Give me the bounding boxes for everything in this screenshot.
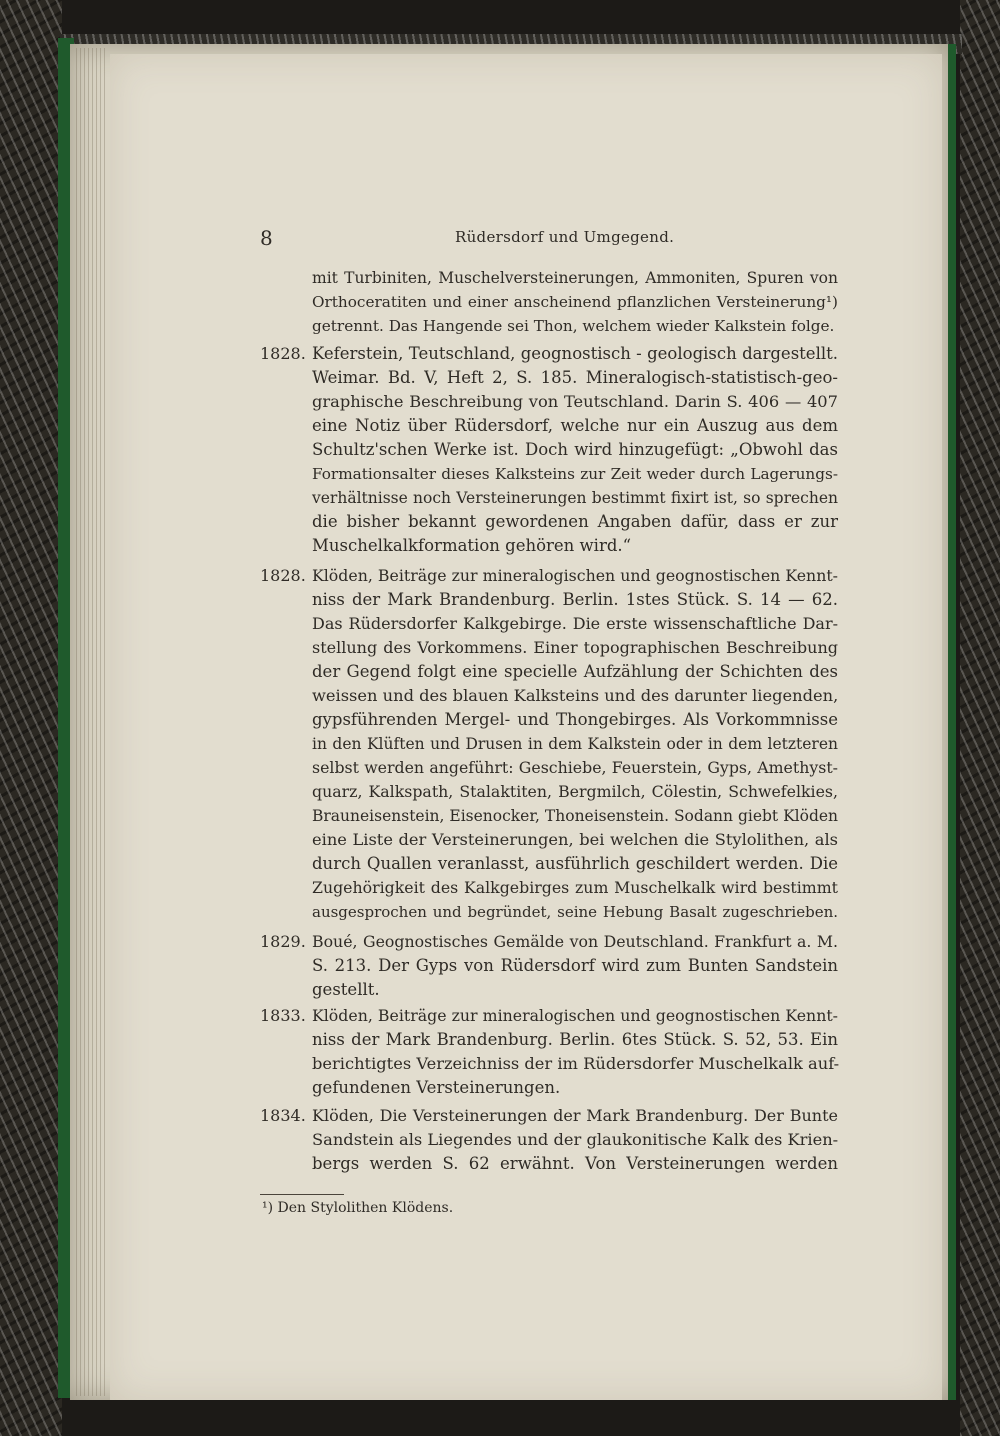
body-line: Das Rüdersdorfer Kalkgebirge. Die erste wissenschaftliche Dar- (312, 614, 838, 633)
marbled-cover-left (0, 0, 62, 1436)
body-line: durch Quallen veranlasst, ausführlich geschildert werden. Die (312, 854, 838, 873)
page-number: 8 (260, 226, 273, 250)
body-line: Zugehörigkeit des Kalkgebirges zum Muschelkalk wird bestimmt (312, 878, 838, 897)
body-line: eine Liste der Versteinerungen, bei welchen die Stylolithen, als (312, 830, 838, 849)
body-line: Keferstein, Teutschland, geognostisch - geologisch dargestellt. (312, 344, 838, 363)
body-line: gefundenen Versteinerungen. (312, 1078, 561, 1097)
body-line: stellung des Vorkommens. Einer topographischen Beschreibung (312, 638, 838, 657)
body-line: graphische Beschreibung von Teutschland. Darin S. 406 — 407 (312, 392, 838, 411)
body-line: verhältnisse noch Versteinerungen bestimmt fixirt ist, so sprechen (312, 489, 838, 507)
entry-year: 1833. (260, 1006, 306, 1025)
body-line: Muschelkalkformation gehören wird.“ (312, 536, 632, 555)
body-line: Brauneisenstein, Eisenocker, Thoneisenstein. Sodann giebt Klöden (312, 807, 839, 825)
body-line: gestellt. (312, 980, 380, 999)
footnote: ¹) Den Stylolithen Klödens. (262, 1200, 454, 1216)
body-line: Orthoceratiten und einer anscheinend pflanzlichen Versteinerung¹) (312, 293, 838, 311)
entry-year: 1828. (260, 344, 306, 363)
book-page (110, 54, 942, 1400)
body-line: Schultz'schen Werke ist. Doch wird hinzugefügt: „Obwohl das (312, 440, 838, 459)
body-line: getrennt. Das Hangende sei Thon, welchem wieder Kalkstein folge. (312, 317, 835, 335)
body-line: Klöden, Die Versteinerungen der Mark Brandenburg. Der Bunte (312, 1106, 838, 1125)
body-line: quarz, Kalkspath, Stalaktiten, Bergmilch, Cölestin, Schwefelkies, (312, 782, 838, 801)
body-line: Weimar. Bd. V, Heft 2, S. 185. Mineralogisch-statistisch-geo- (312, 368, 838, 387)
body-line: Sandstein als Liegendes und der glaukonitische Kalk des Krien- (312, 1130, 839, 1149)
body-line: ausgesprochen und begründet, seine Hebung Basalt zugeschrieben. (312, 903, 838, 921)
body-line: bergs werden S. 62 erwähnt. Von Versteinerungen werden (312, 1154, 838, 1173)
body-line: die bisher bekannt gewordenen Angaben dafür, dass er zur (312, 512, 838, 531)
body-line: berichtigtes Verzeichniss der im Rüdersdorfer Muschelkalk auf- (312, 1054, 840, 1073)
body-line: in den Klüften und Drusen in dem Kalkstein oder in dem letzteren (312, 735, 838, 753)
body-line: Formationsalter dieses Kalksteins zur Zeit weder durch Lagerungs- (312, 465, 838, 483)
entry-year: 1828. (260, 566, 306, 585)
body-line: mit Turbiniten, Muschelversteinerungen, Ammoniten, Spuren von (312, 269, 838, 287)
body-line: eine Notiz über Rüdersdorf, welche nur ein Auszug aus dem (312, 416, 838, 435)
body-line: weissen und des blauen Kalksteins und des darunter liegenden, (312, 686, 839, 705)
footnote-rule (260, 1194, 344, 1195)
body-line: Klöden, Beiträge zur mineralogischen und geognostischen Kennt- (312, 1006, 838, 1025)
entry-year: 1829. (260, 932, 306, 951)
marbled-cover-right (960, 0, 1000, 1436)
body-line: niss der Mark Brandenburg. Berlin. 1stes Stück. S. 14 — 62. (312, 590, 838, 609)
entry-year: 1834. (260, 1106, 306, 1125)
body-line: der Gegend folgt eine specielle Aufzählung der Schichten des (312, 662, 838, 681)
body-line: niss der Mark Brandenburg. Berlin. 6tes Stück. S. 52, 53. Ein (312, 1030, 838, 1049)
body-line: gypsführenden Mergel- und Thongebirges. Als Vorkommnisse (312, 710, 838, 729)
body-line: selbst werden angeführt: Geschiebe, Feuerstein, Gyps, Amethyst- (312, 758, 838, 777)
body-line: Klöden, Beiträge zur mineralogischen und geognostischen Kennt- (312, 566, 838, 585)
running-head: Rüdersdorf und Umgegend. (455, 228, 675, 246)
body-line: Boué, Geognostisches Gemälde von Deutschland. Frankfurt a. M. (312, 932, 838, 951)
body-line: S. 213. Der Gyps von Rüdersdorf wird zum Bunten Sandstein (312, 956, 838, 975)
